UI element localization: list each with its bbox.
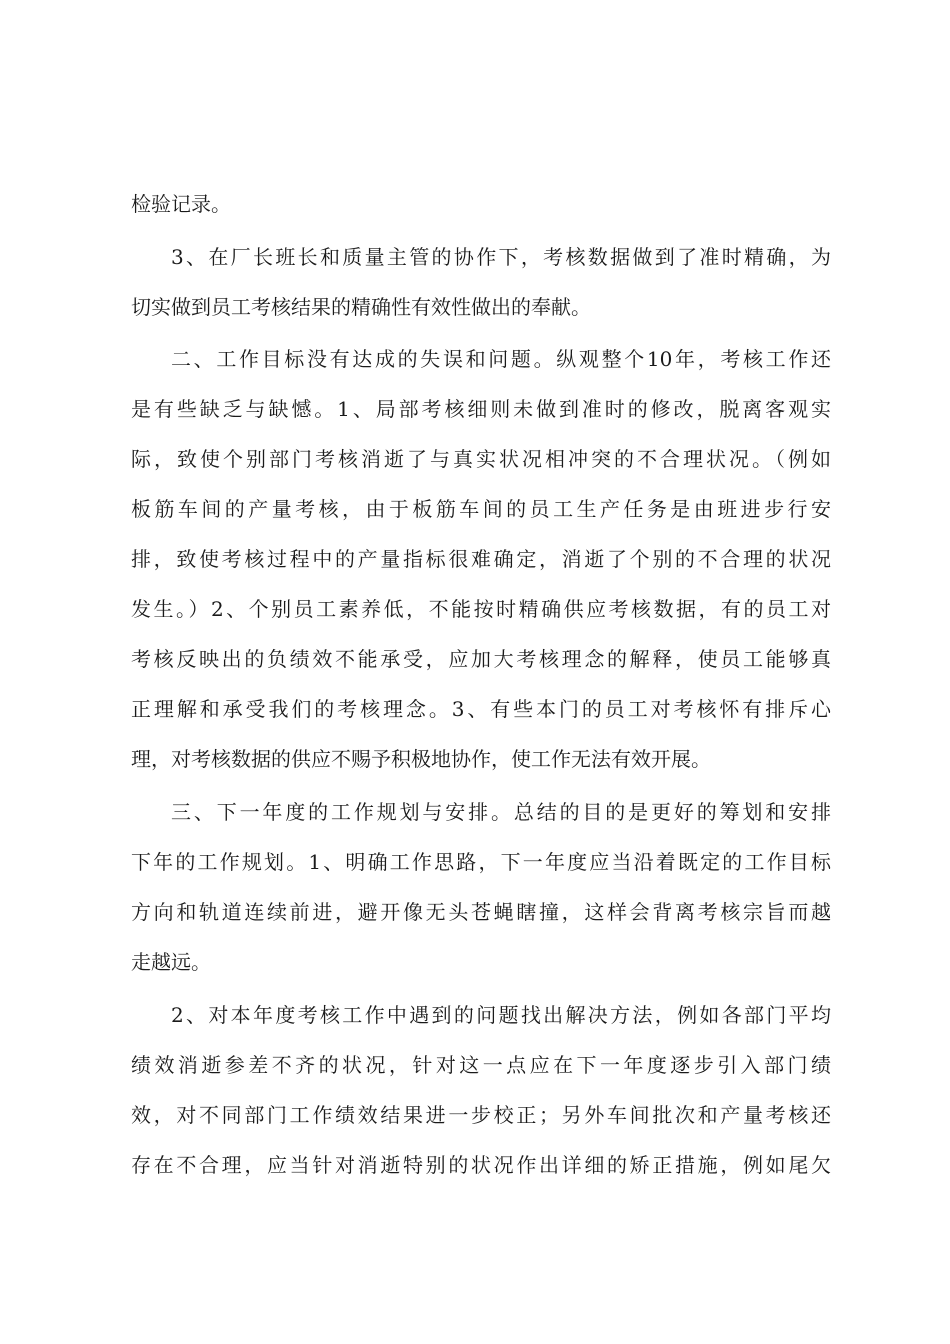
text-line: 存在不合理，应当针对消逝特别的状况作出详细的矫正措施，例如尾欠: [131, 1153, 831, 1177]
text-line: 考核反映出的负绩效不能承受，应加大考核理念的解释，使员工能够真: [131, 647, 831, 671]
text-line: 绩效消逝参差不齐的状况，针对这一点应在下一年度逐步引入部门绩: [131, 1053, 831, 1077]
text-line: 际，致使个别部门考核消逝了与真实状况相冲突的不合理状况。（例如: [131, 447, 831, 471]
text-line: 发生。）2、个别员工素养低，不能按时精确供应考核数据，有的员工对: [131, 597, 831, 621]
text-line: 效，对不同部门工作绩效结果进一步校正；另外车间批次和产量考核还: [131, 1103, 831, 1127]
text-line: 下年的工作规划。1、明确工作思路，下一年度应当沿着既定的工作目标: [131, 850, 831, 874]
text-line: 排，致使考核过程中的产量指标很难确定，消逝了个别的不合理的状况: [131, 547, 831, 571]
text-line: 二、工作目标没有达成的失误和问题。纵观整个10年，考核工作还: [171, 347, 831, 371]
text-line: 三、下一年度的工作规划与安排。总结的目的是更好的筹划和安排: [171, 800, 831, 824]
text-line: 是有些缺乏与缺憾。1、局部考核细则未做到准时的修改，脱离客观实: [131, 397, 831, 421]
text-line: 板筋车间的产量考核，由于板筋车间的员工生产任务是由班进步行安: [131, 497, 831, 521]
text-line: 3、在厂长班长和质量主管的协作下，考核数据做到了准时精确，为: [171, 245, 831, 269]
text-line: 检验记录。: [131, 192, 231, 216]
text-line: 2、对本年度考核工作中遇到的问题找出解决方法，例如各部门平均: [171, 1003, 831, 1027]
text-line: 正理解和承受我们的考核理念。3、有些本门的员工对考核怀有排斥心: [131, 697, 831, 721]
text-line: 切实做到员工考核结果的精确性有效性做出的奉献。: [131, 295, 591, 319]
text-line: 理，对考核数据的供应不赐予积极地协作，使工作无法有效开展。: [131, 747, 711, 771]
text-line: 走越远。: [131, 950, 211, 974]
text-line: 方向和轨道连续前进，避开像无头苍蝇瞎撞，这样会背离考核宗旨而越: [131, 900, 831, 924]
